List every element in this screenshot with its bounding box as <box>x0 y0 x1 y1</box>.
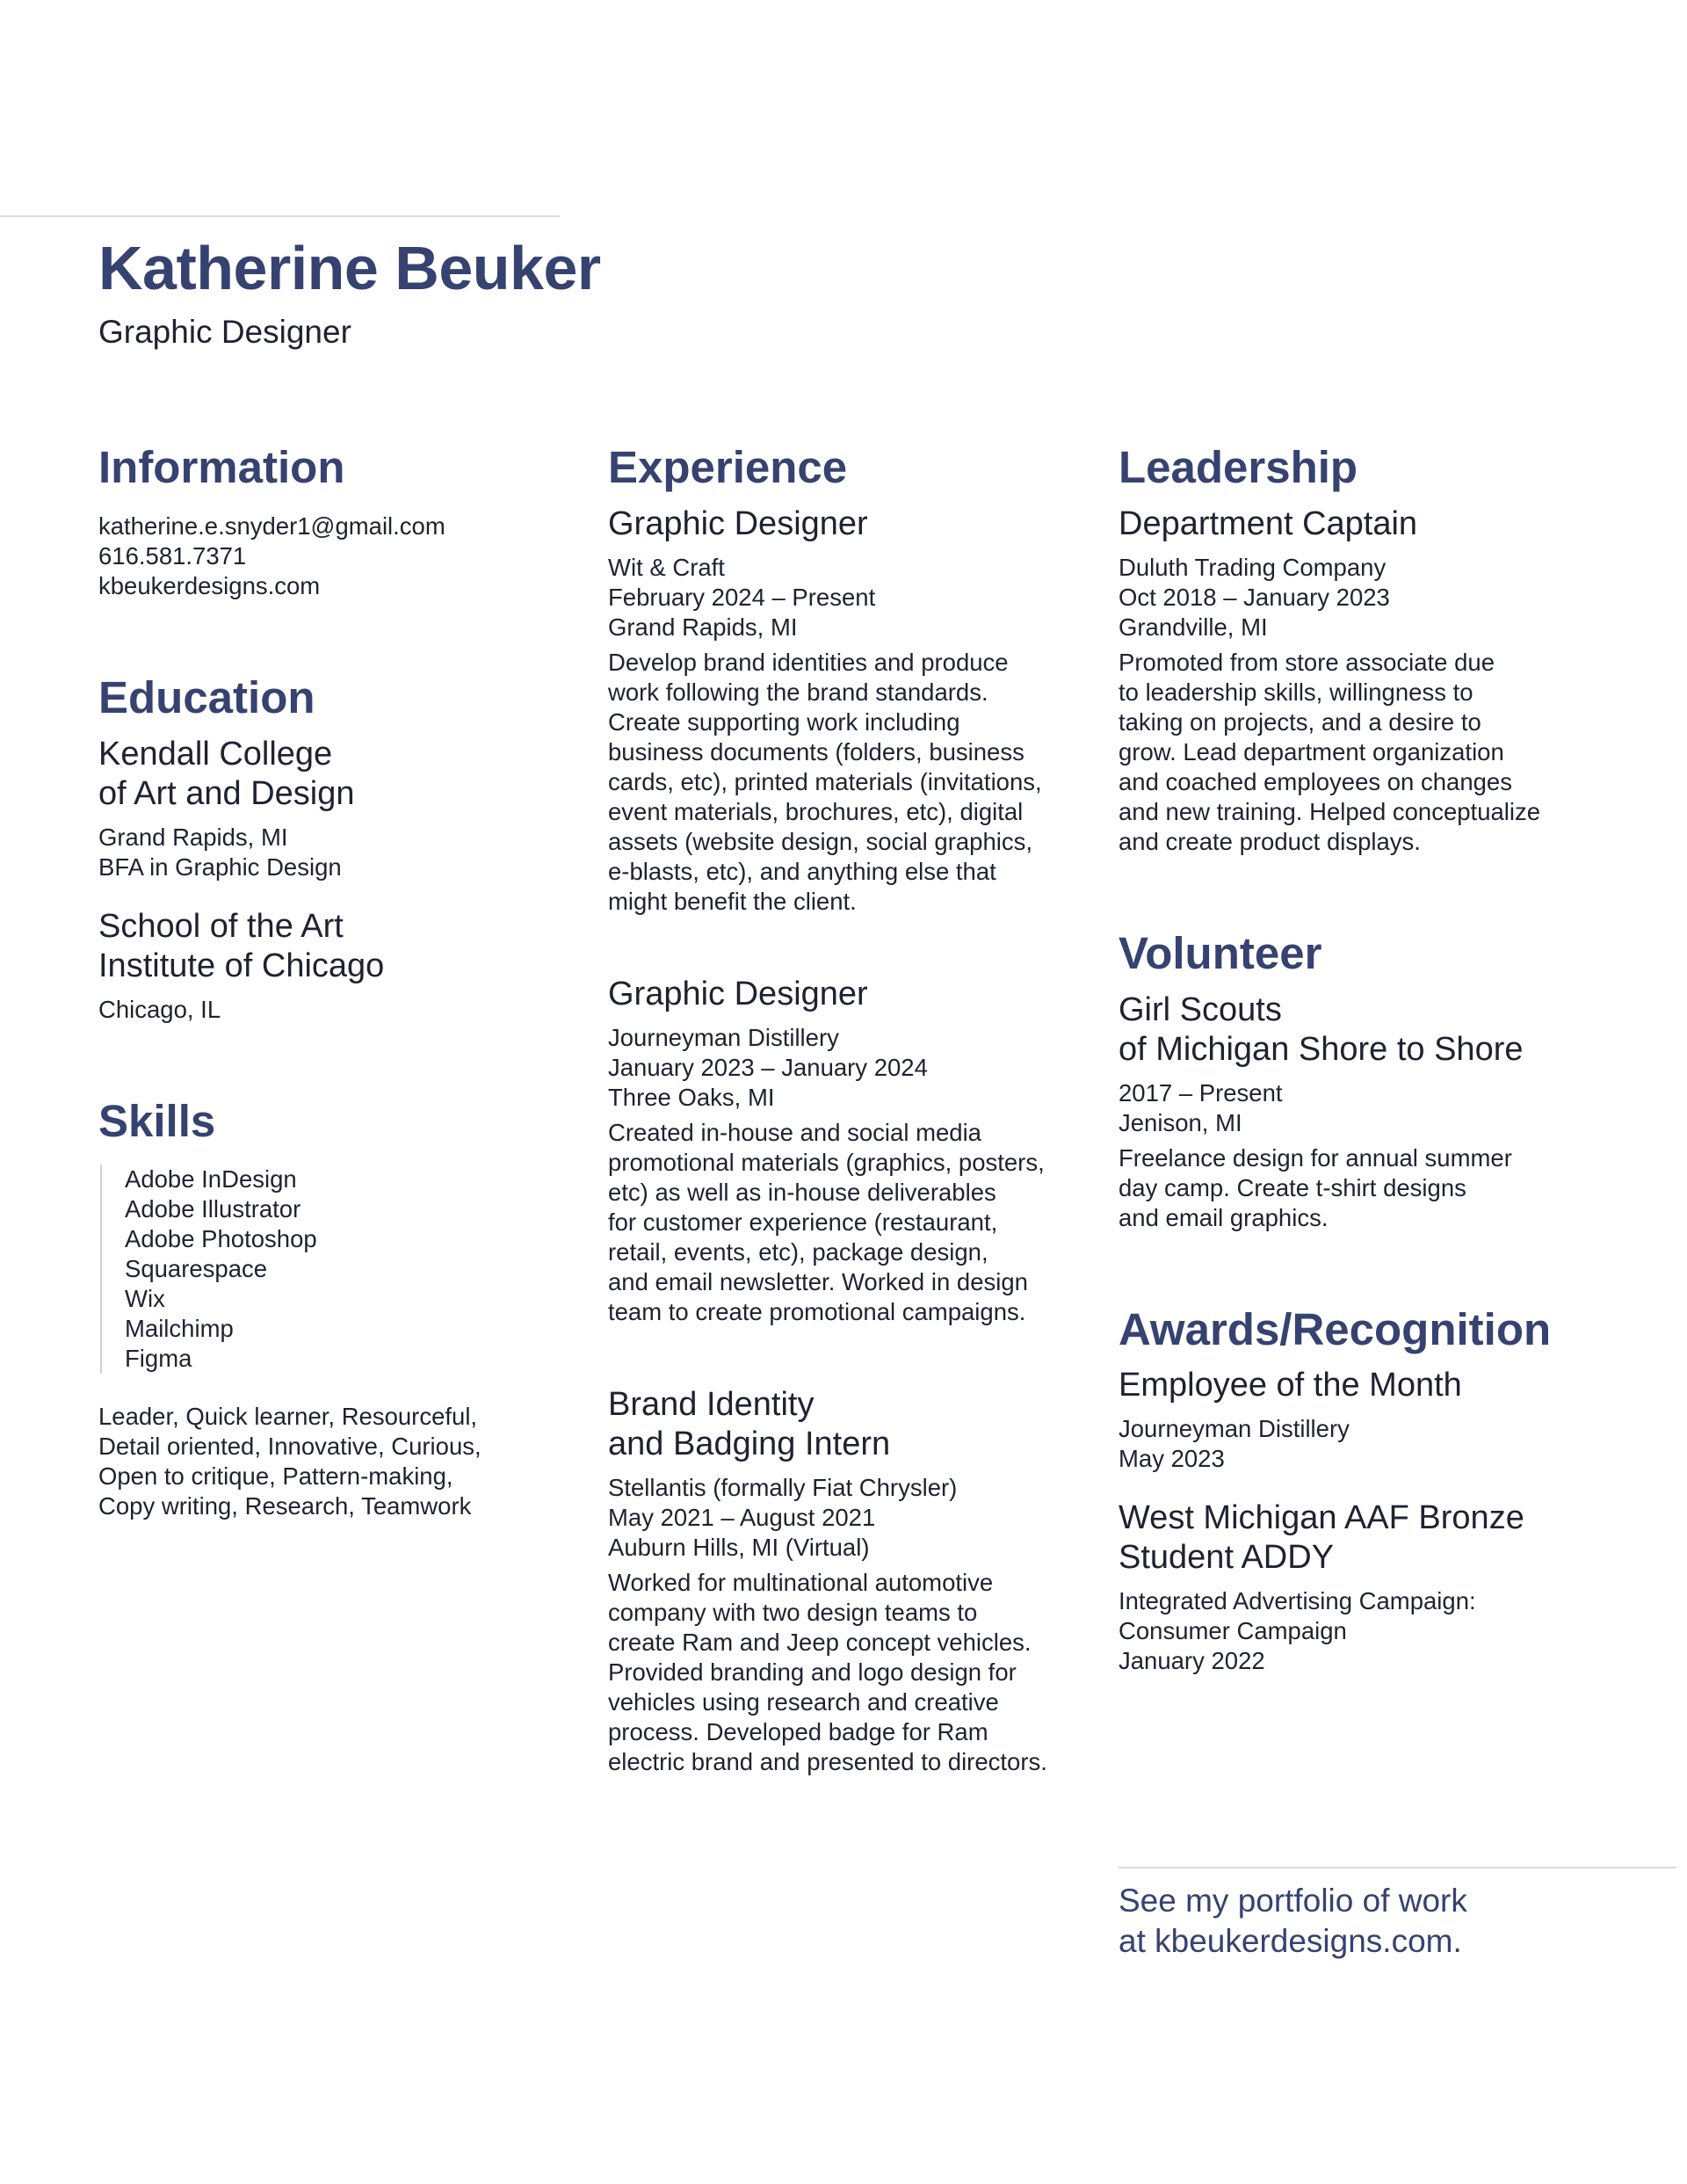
volunteer-org: Girl Scouts <box>1119 990 1282 1028</box>
awards-section <box>1119 1302 1646 1677</box>
job-dates: February 2024 – Present <box>608 583 876 611</box>
description-line: event materials, brochures, etc), digital <box>608 797 1024 825</box>
description-line: assets (website design, social graphics, <box>608 827 1033 855</box>
experience-heading: Experience <box>608 442 848 492</box>
information-section <box>98 439 555 601</box>
description-line: might benefit the client. <box>608 887 857 915</box>
soft-skills-line: Open to critique, Pattern-making, <box>98 1462 453 1491</box>
website-text: kbeukerdesigns.com <box>98 571 321 599</box>
job-dates: January 2023 – January 2024 <box>608 1053 928 1081</box>
experience-section <box>608 439 1082 1777</box>
description-line: and email graphics. <box>1119 1203 1329 1231</box>
volunteer-item <box>1119 990 1646 1233</box>
description-line: etc) as well as in-house deliverables <box>608 1178 996 1206</box>
portfolio-line: See my portfolio of work <box>1119 1883 1467 1919</box>
skill-item: Adobe Illustrator <box>125 1195 301 1223</box>
leadership-company: Duluth Trading Company <box>1119 553 1387 581</box>
job-dates: May 2021 – August 2021 <box>608 1503 876 1531</box>
top-divider <box>0 215 560 217</box>
skill-item: Adobe Photoshop <box>125 1225 317 1253</box>
description-line: and email newsletter. Worked in design <box>608 1267 1028 1295</box>
description-line: Worked for multinational automotive <box>608 1568 994 1596</box>
award-title: Student ADDY <box>1119 1539 1335 1577</box>
award-detail: Consumer Campaign <box>1119 1617 1347 1645</box>
job-company: Stellantis (formally Fiat Chrysler) <box>608 1473 958 1501</box>
education-section <box>98 670 555 1025</box>
description-line: Create supporting work including <box>608 707 960 736</box>
description-line: create Ram and Jeep concept vehicles. <box>608 1628 1032 1656</box>
job-location: Grand Rapids, MI <box>608 613 798 641</box>
job-title: Brand Identity <box>608 1385 815 1423</box>
experience-item <box>608 975 1082 1327</box>
job-description <box>608 1568 1082 1777</box>
description-line: work following the brand standards. <box>608 678 988 706</box>
job-location: Three Oaks, MI <box>608 1083 775 1111</box>
school-name: School of the Art <box>98 907 344 945</box>
award-detail: January 2022 <box>1119 1647 1265 1675</box>
experience-item <box>608 1385 1082 1777</box>
skill-item: Figma <box>125 1345 192 1373</box>
description-line: cards, etc), printed materials (invitations, <box>608 767 1042 795</box>
skills-section <box>98 1093 555 1522</box>
description-line: promotional materials (graphics, posters, <box>608 1148 1045 1176</box>
soft-skills-text <box>98 1402 555 1521</box>
job-title: Graphic Designer <box>608 504 868 542</box>
description-line: Created in-house and social media <box>608 1118 981 1146</box>
skill-item: Squarespace <box>125 1255 268 1283</box>
description-line: company with two design teams to <box>608 1598 978 1626</box>
description-line: for customer experience (restaurant, <box>608 1208 998 1236</box>
description-line: team to create promotional campaigns. <box>608 1297 1026 1325</box>
portfolio-note <box>1119 1881 1467 1962</box>
skills-heading: Skills <box>98 1095 216 1146</box>
description-line: electric brand and presented to directors. <box>608 1747 1047 1775</box>
description-line: and coached employees on changes <box>1119 767 1512 795</box>
leadership-item <box>1119 504 1646 857</box>
volunteer-location: Jenison, MI <box>1119 1108 1242 1136</box>
portfolio-link: at kbeukerdesigns.com. <box>1119 1923 1462 1959</box>
left-column <box>98 439 555 1521</box>
award-title: West Michigan AAF Bronze <box>1119 1499 1524 1537</box>
job-title: Graphic Designer <box>608 975 868 1012</box>
email-text: katherine.e.snyder1@gmail.com <box>98 512 445 540</box>
experience-item <box>608 504 1082 917</box>
candidate-title: Graphic Designer <box>98 314 351 350</box>
school-name: Kendall College <box>98 735 333 773</box>
education-item <box>98 907 555 1025</box>
volunteer-section <box>1119 925 1646 1233</box>
leadership-role: Department Captain <box>1119 504 1418 542</box>
description-line: Provided branding and logo design for <box>608 1658 1017 1686</box>
job-title: and Badging Intern <box>608 1425 891 1462</box>
description-line: day camp. Create t-shirt designs <box>1119 1173 1466 1201</box>
description-line: taking on projects, and a desire to <box>1119 707 1481 736</box>
information-heading: Information <box>98 442 345 492</box>
footer-divider <box>1119 1867 1676 1868</box>
phone-text: 616.581.7371 <box>98 541 247 570</box>
software-skills-list <box>100 1165 555 1374</box>
description-line: to leadership skills, willingness to <box>1119 678 1473 706</box>
skill-item: Mailchimp <box>125 1315 234 1343</box>
description-line: and new training. Helped conceptualize <box>1119 797 1541 825</box>
volunteer-dates: 2017 – Present <box>1119 1078 1283 1107</box>
middle-column <box>608 439 1082 1777</box>
volunteer-heading: Volunteer <box>1119 927 1322 978</box>
school-degree: BFA in Graphic Design <box>98 853 342 881</box>
description-line: grow. Lead department organization <box>1119 737 1504 765</box>
school-name: Institute of Chicago <box>98 947 385 984</box>
leadership-heading: Leadership <box>1119 442 1358 492</box>
description-line: retail, events, etc), package design, <box>608 1237 988 1266</box>
description-line: Promoted from store associate due <box>1119 648 1495 676</box>
right-column <box>1119 439 1646 1676</box>
soft-skills-line: Copy writing, Research, Teamwork <box>98 1492 472 1520</box>
description-line: and create product displays. <box>1119 827 1421 855</box>
award-item <box>1119 1498 1646 1676</box>
description-line: process. Developed badge for Ram <box>608 1717 988 1745</box>
skill-item: Wix <box>125 1285 165 1313</box>
skill-item: Adobe InDesign <box>125 1165 297 1194</box>
leadership-description <box>1119 648 1646 857</box>
description-line: Freelance design for annual summer <box>1119 1143 1512 1172</box>
leadership-location: Grandville, MI <box>1119 613 1268 641</box>
job-description <box>608 1118 1082 1327</box>
school-name: of Art and Design <box>98 774 355 812</box>
education-heading: Education <box>98 671 315 722</box>
job-description <box>608 648 1082 917</box>
award-detail: Integrated Advertising Campaign: <box>1119 1587 1476 1615</box>
award-title: Employee of the Month <box>1119 1367 1462 1404</box>
job-location: Auburn Hills, MI (Virtual) <box>608 1533 870 1561</box>
school-location: Grand Rapids, MI <box>98 823 288 851</box>
education-item <box>98 735 555 882</box>
leadership-dates: Oct 2018 – January 2023 <box>1119 583 1390 611</box>
candidate-name: Katherine Beuker <box>98 234 601 302</box>
description-line: business documents (folders, business <box>608 737 1025 765</box>
volunteer-description <box>1119 1143 1646 1233</box>
volunteer-org: of Michigan Shore to Shore <box>1119 1030 1524 1068</box>
description-line: Develop brand identities and produce <box>608 648 1009 676</box>
award-detail: May 2023 <box>1119 1445 1225 1473</box>
soft-skills-line: Detail oriented, Innovative, Curious, <box>98 1433 481 1461</box>
description-line: vehicles using research and creative <box>608 1687 999 1716</box>
awards-heading: Awards/Recognition <box>1119 1303 1552 1354</box>
job-company: Journeyman Distillery <box>608 1023 839 1051</box>
school-location: Chicago, IL <box>98 995 221 1023</box>
award-item <box>1119 1366 1646 1474</box>
soft-skills-line: Leader, Quick learner, Resourceful, <box>98 1403 478 1431</box>
award-detail: Journeyman Distillery <box>1119 1415 1350 1443</box>
job-company: Wit & Craft <box>608 553 725 581</box>
description-line: e-blasts, etc), and anything else that <box>608 857 996 885</box>
leadership-section <box>1119 439 1646 857</box>
